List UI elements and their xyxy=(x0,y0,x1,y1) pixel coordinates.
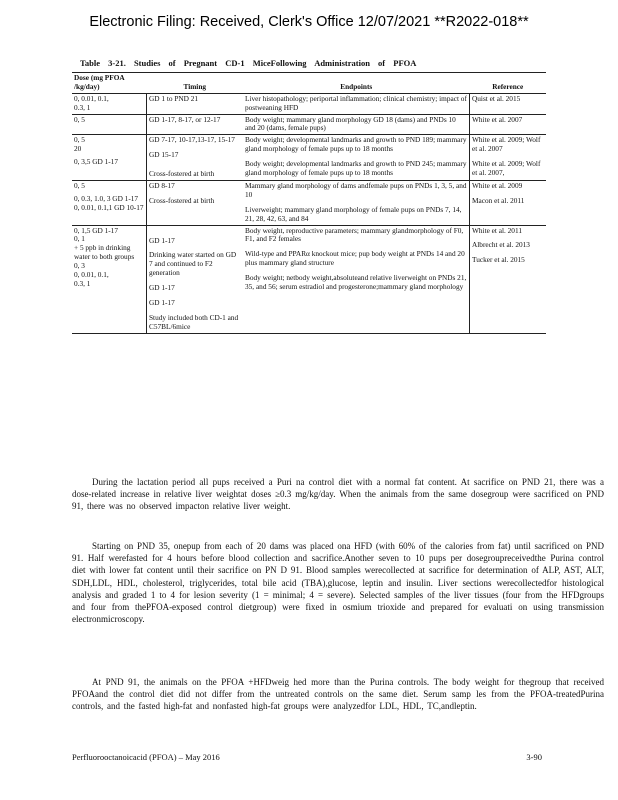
cell-text: White et al. 2007 xyxy=(472,114,523,124)
cell-text: GD 7-17, 10-17,13-17, 15-17 xyxy=(149,135,235,145)
cell-text: 0, 1,5 GD 1-17 xyxy=(74,225,118,235)
cell-timing xyxy=(147,181,244,226)
footer-document-title: Perfluorooctanoicacid (PFOA) – May 2016 xyxy=(72,752,220,762)
cell-text: GD 1-17 xyxy=(149,283,175,293)
cell-text: GD 1-17 xyxy=(149,235,175,245)
table-row xyxy=(72,181,546,226)
cell-endpoints xyxy=(243,135,470,181)
table-row xyxy=(72,93,546,114)
cell-text: White et al. 2011 xyxy=(472,225,522,235)
cell-endpoints xyxy=(243,93,470,114)
cell-text: Drinking water started on GD 7 and continued to F2 generation xyxy=(149,250,237,278)
cell-text: 0, 3 xyxy=(74,261,85,271)
table-row xyxy=(72,225,546,333)
cell-text: Liver histopathology; periportal inflammation; clinical chemistry; impact of postweaning HFD xyxy=(245,93,467,112)
cell-text: Tucker et al. 2015 xyxy=(472,255,525,265)
cell-text: Mammary gland morphology of dams andfemale pups on PNDs 1, 3, 5, and 10 xyxy=(245,181,467,199)
cell-endpoints xyxy=(243,114,470,135)
cell-text: 0, 0.01, 0.1,1 GD 10-17 xyxy=(74,202,144,212)
cell-timing xyxy=(147,225,244,333)
cell-text: 0, 0.01, 0.1, xyxy=(74,93,109,103)
cell-dose xyxy=(72,93,147,114)
cell-text: White et al. 2009; Wolf et al. 2007 xyxy=(472,135,541,154)
cell-text: GD 8-17 xyxy=(149,181,175,191)
cell-reference xyxy=(470,135,547,181)
cell-dose xyxy=(72,135,147,181)
cell-endpoints xyxy=(243,225,470,333)
cell-text: 0, 5 xyxy=(74,135,85,145)
cell-text: Wild-type and PPARα knockout mice; pup body weight at PNDs 14 and 20 plus mammary gland structure xyxy=(245,249,465,268)
cell-reference xyxy=(470,225,547,333)
cell-text: 0, 0.01, 0.1, xyxy=(74,270,109,280)
paragraph-text: Starting on PND 35, onepup from each of 20 dams was placed ona HFD (with 60% of the calories from fat) until sacrificed on PND 91. Half werefasted for 4 hours before blood collection and sacrifice.Another seven to 10 pups per dosegroupreceivedthe Purina control diet with lower fat content until their sacrifice on PN D 91. Blood samples werecollected at sacrifice for determination of ALP, AST, ALT, SDH,LDL, HDL, cholesterol, triglycerides, total bile acid (TBA),glucose, leptin and insulin. Liver sections werecollectedfor histological analysis and graded 1 to 4 for lesion severity (1 = minimal; 4 = severe). Selected samples of the liver tissues (four from the HFDgroups and four from thePFOA-exposed control dietgroup) were fixed in osmium trioxide and prepared for evaluati on using transmission electronmicroscopy. xyxy=(72,541,604,625)
cell-text: Cross-fostered at birth xyxy=(149,195,215,205)
paragraph-text: At PND 91, the animals on the PFOA +HFDweig hed more than the Purina controls. The body weight for thegroup that received PFOAand the control diet did not differ from the untreated controls on the same diet. Serum samp les from the PFOA-treatedPurina controls, and the fasted high-fat and nonfasted high-fat groups were analyzedfor LDL, HDL, TC,andleptin. xyxy=(72,677,604,712)
column-header-endpoints: Endpoints xyxy=(243,73,470,94)
cell-dose xyxy=(72,114,147,135)
column-header-dose: Dose (mg PFOA /kg/day) xyxy=(72,73,147,94)
cell-spacer xyxy=(149,160,241,164)
cell-dose xyxy=(72,225,147,333)
cell-text: Body weight; developmental landmarks and growth to PND 245; mammary gland morphology of female pups up to 18 months xyxy=(245,159,467,178)
cell-spacer xyxy=(149,227,241,231)
cell-text: GD 15-17 xyxy=(149,150,179,160)
filing-stamp: Electronic Filing: Received, Clerk's Office 12/07/2021 **R2022-018** xyxy=(89,14,529,30)
cell-text: 0, 1 xyxy=(74,234,85,244)
cell-text: Cross-fostered at birth xyxy=(149,169,215,179)
cell-text: 0.3, 1 xyxy=(74,102,91,112)
cell-text: GD 1 to PND 21 xyxy=(149,93,199,103)
cell-text: 0, 0.3, 1.0, 3 GD 1-17 xyxy=(74,193,139,203)
column-header-timing: Timing xyxy=(147,73,244,94)
cell-text: GD 1-17 xyxy=(149,298,175,308)
cell-text: Albrecht et al. 2013 xyxy=(472,240,530,250)
paragraph-results xyxy=(72,676,604,713)
cell-text: White et al. 2009 xyxy=(472,181,523,191)
cell-dose xyxy=(72,181,147,226)
table-header-row xyxy=(72,73,546,94)
table-body xyxy=(72,93,546,333)
studies-table xyxy=(72,72,546,334)
cell-text: Body weight; mammary gland morphology GD 18 (dams) and PNDs 10 and 20 (dams, female pups) xyxy=(245,114,456,133)
cell-text: Macon et al. 2011 xyxy=(472,195,525,205)
cell-text: Body weight; netbody weight,absoluteand relative liverweight on PNDs 21, 35, and 56; serum estradiol and progesterone;mammary gland morphology xyxy=(245,273,467,292)
cell-text: 0, 5 xyxy=(74,114,85,124)
cell-text: 0, 3,5 GD 1-17 xyxy=(74,157,118,167)
cell-reference xyxy=(470,114,547,135)
cell-text: Quist et al. 2015 xyxy=(472,93,521,103)
cell-timing xyxy=(147,114,244,135)
cell-text: White et al. 2009; Wolf et al. 2007, xyxy=(472,159,541,178)
table-row xyxy=(72,135,546,181)
cell-endpoints xyxy=(243,181,470,226)
cell-reference xyxy=(470,181,547,226)
cell-text: Study included both CD-1 and C57BL/6mice xyxy=(149,312,239,331)
page-footer xyxy=(72,752,542,762)
cell-reference xyxy=(470,93,547,114)
cell-text: 20 xyxy=(74,144,82,154)
cell-text: 0, 5 xyxy=(74,181,85,191)
cell-text: Body weight, reproductive parameters; mammary glandmorphology of F0, F1, and F2 females xyxy=(245,225,464,244)
cell-text: Liverweight; mammary gland morphology of female pups on PNDs 7, 14, 21, 28, 42, 63, and 84 xyxy=(245,204,462,223)
cell-text: 0.3, 1 xyxy=(74,278,91,288)
column-header-reference: Reference xyxy=(470,73,547,94)
cell-text: GD 1-17, 8-17, or 12-17 xyxy=(149,114,221,124)
paragraph-methods xyxy=(72,540,604,625)
table-title: Table 3-21. Studies of Pregnant CD-1 MiceFollowing Administration of PFOA xyxy=(80,58,417,68)
paragraph-text: During the lactation period all pups received a Puri na control diet with a normal fat content. At sacrifice on PND 21, there was a dose-related increase in relative liver weightat doses ≥0.3 mg/kg/day. When the animals from the same dosegroup were sacrificed on PND 91, there was no observed impacton relative liver weight. xyxy=(72,477,604,512)
cell-text: Body weight; developmental landmarks and growth to PND 189; mammary gland morphology of female pups up to 18 months xyxy=(245,135,467,154)
page-number: 3-90 xyxy=(526,752,542,762)
cell-timing xyxy=(147,135,244,181)
cell-timing xyxy=(147,93,244,114)
table-row xyxy=(72,114,546,135)
paragraph-lactation xyxy=(72,476,604,513)
cell-text: + 5 ppb in drinking water to both groups xyxy=(74,243,135,262)
